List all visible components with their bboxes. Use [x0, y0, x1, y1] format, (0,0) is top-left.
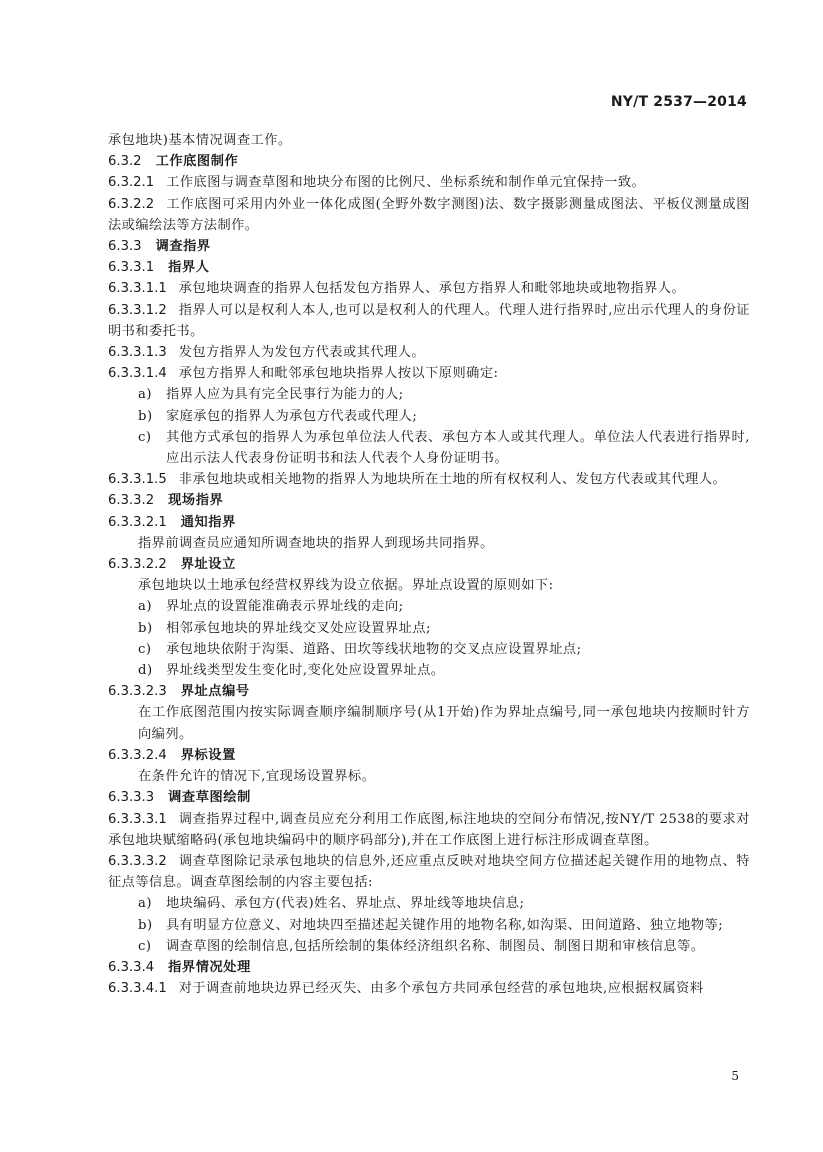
list-item	[108, 384, 750, 405]
section-number: 6.3.3.2	[108, 493, 155, 509]
list-item-marker: a)	[138, 896, 153, 912]
clause-number: 6.3.3.1.2	[108, 302, 167, 318]
clause-number: 6.3.2.2	[108, 196, 155, 212]
list-item-text: 相邻承包地块的界址线交叉处应设置界址点;	[166, 620, 432, 636]
paragraph	[108, 575, 750, 596]
section-title: 指界人	[168, 260, 210, 276]
section-title: 调查草图绘制	[168, 790, 251, 806]
paragraph	[108, 851, 750, 893]
list-item-text: 家庭承包的指界人为承包方代表或代理人;	[166, 408, 418, 424]
list-item-text: 地块编码、承包方(代表)姓名、界址点、界址线等地块信息;	[166, 896, 525, 912]
paragraph	[108, 278, 750, 299]
paragraph	[108, 469, 750, 490]
paragraph-text: 承包地块调查的指界人包括发包方指界人、承包方指界人和毗邻地块或地物指界人。	[178, 281, 686, 297]
section-heading	[108, 151, 750, 172]
list-item	[108, 406, 750, 427]
list-item	[108, 915, 750, 936]
paragraph	[108, 809, 750, 851]
paragraph	[108, 766, 750, 787]
list-item-text: 指界人应为具有完全民事行为能力的人;	[166, 387, 404, 403]
section-number: 6.3.3.2.1	[108, 514, 167, 530]
paragraph	[108, 978, 750, 999]
list-item-marker: c)	[138, 429, 152, 445]
clause-number: 6.3.3.3.2	[108, 853, 167, 869]
document-body	[108, 130, 750, 999]
section-number: 6.3.3.2.3	[108, 684, 167, 700]
section-heading	[108, 257, 750, 278]
section-heading	[108, 512, 750, 533]
section-heading	[108, 236, 750, 257]
section-title: 通知指界	[180, 514, 236, 530]
page-number: 5	[731, 1069, 739, 1083]
section-title: 工作底图制作	[155, 154, 239, 170]
section-number: 6.3.3.4	[108, 959, 155, 975]
list-item	[108, 596, 750, 617]
list-item-marker: a)	[138, 387, 153, 403]
section-title: 现场指界	[168, 493, 224, 509]
paragraph-text: 调查草图除记录承包地块的信息外,还应重点反映对地块空间方位描述起关键作用的地物点、特征点等信息。调查草图绘制的内容主要包括:	[108, 853, 750, 891]
paragraph-text: 在条件允许的情况下,宜现场设置界标。	[138, 769, 376, 785]
list-item-marker: a)	[138, 599, 153, 615]
paragraph-text: 在工作底图范围内按实际调查顺序编制顺序号(从1开始)作为界址点编号,同一承包地块内按顺时针方向编列。	[138, 705, 750, 742]
clause-number: 6.3.3.4.1	[108, 981, 167, 997]
paragraph-text: 指界人可以是权利人本人,也可以是权利人的代理人。代理人进行指界时,应出示代理人的身份证明书和委托书。	[108, 302, 750, 339]
section-number: 6.3.3.2.4	[108, 747, 167, 763]
section-title: 界址设立	[180, 557, 236, 573]
section-number: 6.3.3.3	[108, 790, 155, 806]
section-heading	[108, 554, 750, 575]
paragraph-text: 承包地块以土地承包经营权界线为设立依据。界址点设置的原则如下:	[138, 578, 554, 594]
section-heading	[108, 490, 750, 511]
list-item-text: 界址线类型发生变化时,变化处应设置界址点。	[166, 663, 445, 679]
paragraph-text: 承包方指界人和毗邻承包地块指界人按以下原则确定:	[178, 366, 499, 382]
paragraph-text: 承包地块)基本情况调查工作。	[108, 133, 292, 148]
list-item-marker: c)	[138, 641, 152, 657]
list-item-text: 界址点的设置能准确表示界址线的走向;	[166, 599, 404, 615]
list-item-text: 承包地块依附于沟渠、道路、田坎等线状地物的交叉点应设置界址点;	[166, 641, 582, 657]
list-item	[108, 427, 750, 469]
section-number: 6.3.3.2.2	[108, 557, 167, 573]
paragraph	[108, 342, 750, 363]
section-title: 调查指界	[155, 239, 211, 255]
paragraph	[108, 194, 750, 236]
section-heading	[108, 745, 750, 766]
paragraph-text: 工作底图与调查草图和地块分布图的比例尺、坐标系统和制作单元宜保持一致。	[166, 175, 646, 191]
paragraph-text: 对于调查前地块边界已经灭失、由多个承包方共同承包经营的承包地块,应根据权属资料	[178, 981, 704, 997]
paragraph	[108, 363, 750, 384]
paragraph-text: 发包方指界人为发包方代表或其代理人。	[178, 345, 426, 361]
paragraph-text: 非承包地块或相关地物的指界人为地块所在土地的所有权权利人、发包方代表或其代理人。	[178, 472, 727, 488]
section-title: 指界情况处理	[168, 959, 251, 975]
section-heading	[108, 681, 750, 702]
clause-number: 6.3.3.1.4	[108, 366, 167, 382]
paragraph-text: 工作底图可采用内外业一体化成图(全野外数字测图)法、数字摄影测量成图法、平板仪测量成图法或编绘法等方法制作。	[108, 196, 750, 233]
section-title: 界标设置	[180, 747, 236, 763]
clause-number: 6.3.3.1.1	[108, 281, 167, 297]
paragraph	[108, 533, 750, 554]
list-item-marker: c)	[138, 938, 152, 954]
list-item-marker: b)	[138, 620, 153, 636]
list-item-marker: b)	[138, 408, 153, 424]
list-item-text: 具有明显方位意义、对地块四至描述起关键作用的地物名称,如沟渠、田间道路、独立地物等;	[166, 917, 724, 933]
section-heading	[108, 957, 750, 978]
section-heading	[108, 787, 750, 808]
section-number: 6.3.3.1	[108, 260, 155, 276]
paragraph-text: 调查指界过程中,调查员应充分利用工作底图,标注地块的空间分布情况,按NY/T 2538的要求对承包地块赋缩略码(承包地块编码中的顺序码部分),并在工作底图上进行标注形成调查草图。	[108, 811, 750, 848]
list-item	[108, 639, 750, 660]
clause-number: 6.3.3.1.3	[108, 345, 167, 361]
clause-number: 6.3.3.1.5	[108, 472, 167, 488]
paragraph	[108, 130, 750, 151]
clause-number: 6.3.3.3.1	[108, 811, 167, 827]
section-number: 6.3.2	[108, 154, 142, 170]
list-item	[108, 936, 750, 957]
list-item	[108, 893, 750, 914]
list-item	[108, 618, 750, 639]
paragraph-text: 指界前调查员应通知所调查地块的指界人到现场共同指界。	[138, 535, 494, 551]
list-item-marker: d)	[138, 663, 153, 679]
paragraph	[108, 300, 750, 342]
paragraph	[108, 172, 750, 193]
list-item-text: 调查草图的绘制信息,包括所绘制的集体经济组织名称、制图员、制图日期和审核信息等。	[166, 938, 705, 954]
list-item-text: 其他方式承包的指界人为承包单位法人代表、承包方本人或其代理人。单位法人代表进行指界时,应出示法人代表身份证明书和法人代表个人身份证明书。	[166, 429, 750, 467]
document-code: NY/T 2537—2014	[610, 94, 747, 110]
list-item-marker: b)	[138, 917, 153, 933]
clause-number: 6.3.2.1	[108, 175, 155, 191]
section-number: 6.3.3	[108, 239, 142, 255]
paragraph	[108, 702, 750, 744]
section-title: 界址点编号	[180, 684, 250, 700]
list-item	[108, 660, 750, 681]
